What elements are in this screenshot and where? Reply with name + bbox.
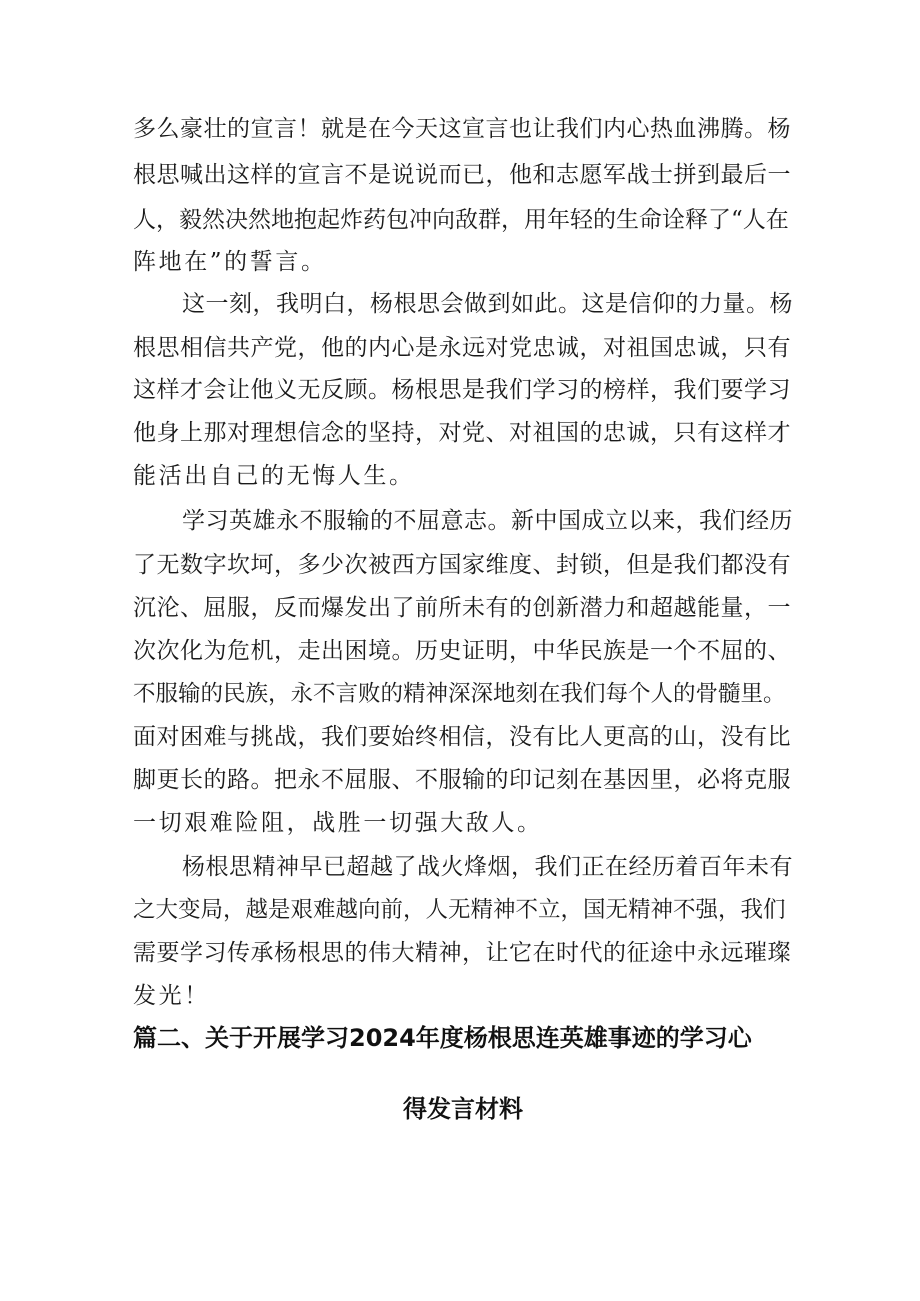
paragraph-2-line-4: 他身上那对理想信念的坚持，对党、对祖国的忠诚，只有这样才 bbox=[133, 420, 791, 446]
section-heading-line-1: 篇二、关于开展学习2024年度杨根思连英雄事迹的学习心 bbox=[133, 1024, 752, 1052]
paragraph-2-line-1: 这一刻，我明白，杨根思会做到如此。这是信仰的力量。杨 bbox=[182, 291, 793, 317]
paragraph-4-line-1: 杨根思精神早已超越了战火烽烟，我们正在经历着百年未有 bbox=[182, 854, 793, 880]
paragraph-1-line-3: 人，毅然决然地抱起炸药包冲向敌群，用年轻的生命诠释了“人在 bbox=[133, 207, 789, 233]
paragraph-1-line-4: 阵地在”的誓言。 bbox=[133, 249, 327, 275]
paragraph-2-line-2: 根思相信共产党，他的内心是永远对党忠诚，对祖国忠诚，只有 bbox=[133, 335, 791, 361]
paragraph-3-line-3: 沉沦、屈服，反而爆发出了前所未有的创新潜力和超越能量，一 bbox=[133, 595, 791, 621]
paragraph-2-line-5: 能活出自己的无悔人生。 bbox=[133, 463, 415, 489]
paragraph-2-line-3: 这样才会让他义无反顾。杨根思是我们学习的榜样，我们要学习 bbox=[133, 377, 791, 403]
paragraph-3-line-6: 面对困难与挑战，我们要始终相信，没有比人更高的山，没有比 bbox=[133, 724, 791, 750]
paragraph-3-line-8: 一切艰难险阻，战胜一切强大敌人。 bbox=[133, 810, 543, 836]
paragraph-4-line-3: 需要学习传承杨根思的伟大精神，让它在时代的征途中永远璀璨 bbox=[133, 940, 791, 966]
section-heading-line-2: 得发言材料 bbox=[403, 1095, 523, 1123]
paragraph-3-line-7: 脚更长的路。把永不屈服、不服输的印记刻在基因里，必将克服 bbox=[133, 767, 791, 793]
paragraph-1-line-1: 多么豪壮的宣言！就是在今天这宣言也让我们内心热血沸腾。杨 bbox=[133, 116, 791, 142]
paragraph-3-line-2: 了无数字坎坷，多少次被西方国家维度、封锁，但是我们都没有 bbox=[133, 552, 791, 578]
paragraph-3-line-5: 不服输的民族，永不言败的精神深深地刻在我们每个人的骨髓里。 bbox=[133, 681, 786, 707]
paragraph-1-line-2: 根思喊出这样的宣言不是说说而已，他和志愿军战士拼到最后一 bbox=[133, 162, 791, 188]
paragraph-4-line-2: 之大变局，越是艰难越向前，人无精神不立，国无精神不强，我们 bbox=[133, 897, 786, 923]
paragraph-3-line-4: 次次化为危机，走出困境。历史证明，中华民族是一个不屈的、 bbox=[133, 638, 791, 664]
paragraph-4-line-4: 发光！ bbox=[133, 983, 210, 1009]
paragraph-3-line-1: 学习英雄永不服输的不屈意志。新中国成立以来，我们经历 bbox=[182, 508, 793, 534]
